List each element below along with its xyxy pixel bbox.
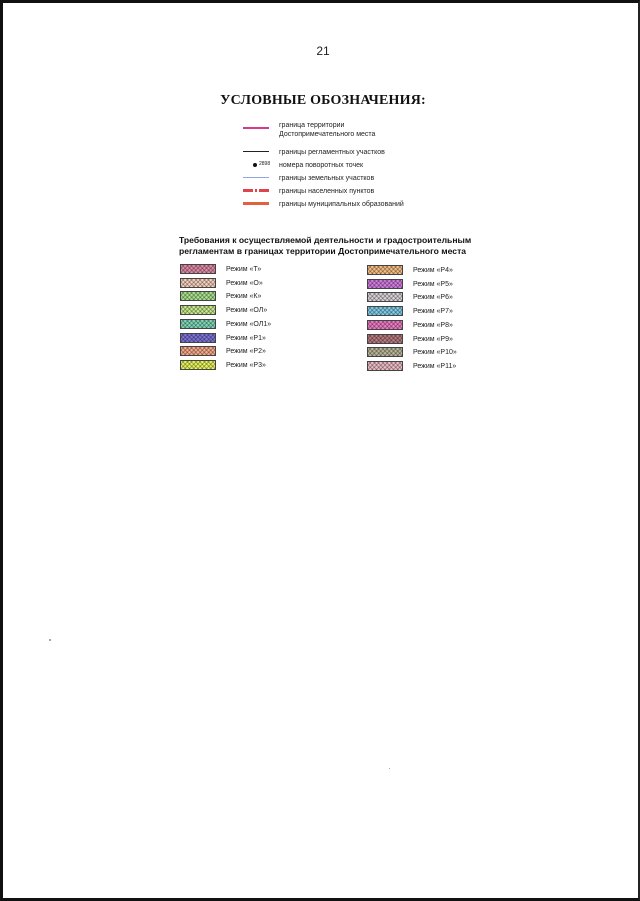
legend-label: границы населенных пунктов: [279, 188, 375, 195]
regime-label: Режим «Р5»: [413, 280, 453, 288]
legend-item-settlements: [241, 185, 501, 197]
regime-legend-item: [180, 333, 320, 344]
legend-item-territory-boundary: [241, 119, 501, 139]
requirements-title: Требования к осуществляемой деятельности и градостроительным регламентам в границах территории Достопримечательного места: [179, 235, 472, 256]
regime-swatch: [367, 292, 403, 302]
legend-label: номера поворотных точек: [279, 162, 364, 169]
regime-swatch: [180, 333, 216, 343]
regime-legend-item: [367, 334, 507, 345]
settlement-boundary-line-icon: [243, 185, 269, 197]
regime-swatch: [367, 320, 403, 330]
regime-label: Режим «Р10»: [413, 349, 457, 357]
regime-legend-item: [367, 320, 507, 331]
regime-swatch: [180, 291, 216, 301]
regime-legend-item: [180, 360, 320, 371]
turning-point-number: 2898: [259, 161, 271, 167]
legend-label: границы регламентных участков: [279, 149, 385, 156]
territory-boundary-line-icon: [243, 119, 269, 131]
legend-item-municipal: [241, 198, 501, 210]
regime-legend-item: [180, 264, 320, 275]
regime-legend-item: [180, 319, 320, 330]
regime-swatch: [180, 305, 216, 315]
regime-swatch: [180, 319, 216, 329]
legend-label: границы муниципальных образований: [279, 201, 404, 208]
regime-swatch: [367, 334, 403, 344]
regime-swatch: [367, 361, 403, 371]
regime-swatch: [367, 279, 403, 289]
scan-speck: [389, 768, 390, 769]
regime-swatch: [180, 264, 216, 274]
scan-speck: [49, 639, 51, 641]
legend-label-line: граница территории: [279, 122, 345, 129]
regime-label: Режим «Р11»: [413, 362, 457, 370]
turning-point-marker-icon: [243, 159, 269, 171]
municipal-boundary-line-icon: [243, 198, 269, 210]
regime-label: Режим «О»: [226, 279, 263, 287]
legend-item-regulation-plots: [241, 146, 501, 158]
legend-item-land-plots: [241, 172, 501, 184]
regime-label: Режим «Р1»: [226, 334, 266, 342]
regime-swatch: [367, 265, 403, 275]
legend-label: границы земельных участков: [279, 175, 375, 182]
regime-label: Режим «Т»: [226, 266, 262, 273]
regime-label: Режим «Р6»: [413, 294, 453, 302]
regime-legend-item: [180, 346, 320, 357]
regulation-boundary-line-icon: [243, 146, 269, 158]
regime-label: Режим «Р4»: [413, 267, 453, 274]
regime-label: Режим «Р9»: [413, 335, 453, 343]
legend-item-turning-points: [241, 159, 501, 171]
regime-label: Режим «К»: [226, 293, 262, 301]
regime-label: Режим «Р2»: [226, 348, 266, 356]
regime-legend-item: [180, 291, 320, 302]
regime-legend-item: [367, 306, 507, 317]
regime-legend-item: [367, 361, 507, 372]
regime-label: Режим «Р3»: [226, 361, 266, 369]
regime-legend-item: [367, 265, 507, 276]
regime-legend-item: [180, 278, 320, 289]
regime-swatch: [180, 278, 216, 288]
page-number: 21: [316, 44, 330, 58]
regime-swatch: [367, 306, 403, 316]
regime-swatch: [180, 346, 216, 356]
regime-swatch: [180, 360, 216, 370]
regime-label: Режим «ОЛ»: [226, 307, 268, 315]
regime-legend-item: [367, 292, 507, 303]
regime-label: Режим «Р8»: [413, 321, 453, 329]
regime-legend-item: [180, 305, 320, 316]
regime-legend-item: [367, 279, 507, 290]
regime-label: Режим «ОЛ1»: [226, 320, 272, 328]
regime-legend-item: [367, 347, 507, 358]
regime-label: Режим «Р7»: [413, 308, 453, 316]
legend-label-line: Достопримечательного места: [279, 131, 376, 138]
regime-swatch: [367, 347, 403, 357]
legend-title: УСЛОВНЫЕ ОБОЗНАЧЕНИЯ:: [220, 93, 426, 108]
land-plot-line-icon: [243, 172, 269, 184]
